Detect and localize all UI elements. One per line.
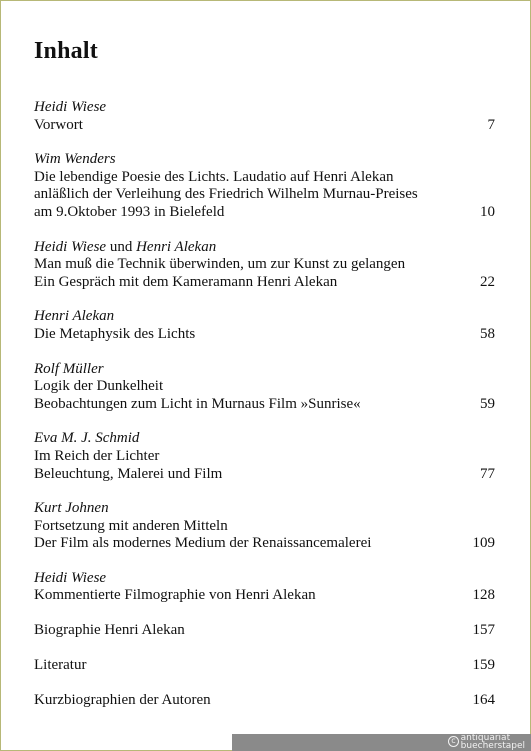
- entry-title-line: Kommentierte Filmographie von Henri Alekan: [34, 587, 316, 604]
- page-number: 159: [472, 657, 495, 674]
- entry-title-line: Im Reich der Lichter: [34, 447, 160, 464]
- entry-title-line: Beobachtungen zum Licht in Murnaus Film »Sunrise«: [34, 395, 361, 412]
- toc-entry: [34, 308, 495, 343]
- entry-author: [34, 308, 495, 326]
- watermark-line-1: antiquariat: [460, 733, 511, 743]
- toc-entry: [34, 500, 495, 553]
- entry-title-line: Ein Gespräch mit dem Kameramann Henri Alekan: [34, 273, 338, 290]
- entry-title-row: [34, 274, 495, 292]
- entry-title-row: [34, 204, 495, 222]
- entry-title-row: [34, 117, 495, 135]
- entry-author: [34, 239, 495, 257]
- entry-title-line: Die lebendige Poesie des Lichts. Laudatio auf Henri Alekan: [34, 168, 394, 185]
- author-name: Henri Alekan: [34, 308, 115, 325]
- page-number: 59: [480, 395, 495, 412]
- entry-title-line: Kurzbiographien der Autoren: [34, 692, 211, 709]
- page-number: 157: [472, 622, 495, 639]
- author-connector: und: [106, 238, 137, 255]
- page-number: 10: [480, 203, 495, 220]
- entry-title-row: [34, 657, 495, 675]
- toc-entry: [34, 151, 495, 221]
- entry-author: [34, 430, 495, 448]
- page-number: 7: [487, 116, 495, 133]
- page-number: 58: [480, 325, 495, 342]
- page-number: 77: [480, 465, 495, 482]
- entry-title-line: Man muß die Technik überwinden, um zur Kunst zu gelangen: [34, 256, 406, 273]
- entry-title-row: [34, 587, 495, 605]
- author-name: Kurt Johnen: [34, 500, 109, 517]
- entry-author: [34, 570, 495, 588]
- entry-title-line: Biographie Henri Alekan: [34, 622, 185, 639]
- entry-author: [34, 151, 495, 169]
- author-name: Henri Alekan: [136, 238, 217, 255]
- watermark: [232, 734, 531, 751]
- entry-title-row: [34, 622, 495, 640]
- table-of-contents: [34, 99, 495, 727]
- entry-author: [34, 500, 495, 518]
- toc-entry: [34, 430, 495, 483]
- entry-title-row: [34, 535, 495, 553]
- author-name: Rolf Müller: [34, 360, 104, 377]
- page-number: 22: [480, 273, 495, 290]
- entry-author: [34, 99, 495, 117]
- author-name: Heidi Wiese: [34, 238, 107, 255]
- page-number: 164: [472, 692, 495, 709]
- watermark-text: [461, 735, 525, 750]
- entry-author: [34, 361, 495, 379]
- entry-title-line: Die Metaphysik des Lichts: [34, 325, 196, 342]
- watermark-line-2: buecherstapel: [460, 740, 525, 751]
- entry-title-row: [34, 326, 495, 344]
- entry-title-row: [34, 692, 495, 710]
- entry-title-line: Literatur: [34, 657, 87, 674]
- copyright-icon: c: [448, 736, 459, 747]
- page-title: Inhalt: [34, 38, 98, 64]
- entry-title-line: anläßlich der Verleihung des Friedrich Wilhelm Murnau-Preises: [34, 186, 418, 203]
- toc-entry: [34, 570, 495, 605]
- toc-entry: [34, 622, 495, 640]
- entry-title-line: Logik der Dunkelheit: [34, 378, 164, 395]
- entry-title-line: Der Film als modernes Medium der Renaissancemalerei: [34, 535, 372, 552]
- entry-title-line: am 9.Oktober 1993 in Bielefeld: [34, 203, 225, 220]
- author-name: Heidi Wiese: [34, 99, 107, 115]
- entry-title-line: Beleuchtung, Malerei und Film: [34, 465, 223, 482]
- page-number: 109: [472, 535, 495, 552]
- toc-entry: [34, 692, 495, 710]
- author-name: Wim Wenders: [34, 151, 116, 168]
- entry-title-row: [34, 466, 495, 484]
- entry-title-line: Fortsetzung mit anderen Mitteln: [34, 517, 228, 534]
- toc-entry: [34, 361, 495, 414]
- author-name: Eva M. J. Schmid: [34, 430, 140, 447]
- toc-entry: [34, 657, 495, 675]
- entry-title-row: [34, 396, 495, 414]
- toc-entry: [34, 99, 495, 134]
- author-name: Heidi Wiese: [34, 569, 107, 586]
- entry-title-line: Vorwort: [34, 116, 83, 133]
- page-number: 128: [472, 587, 495, 604]
- toc-entry: [34, 239, 495, 292]
